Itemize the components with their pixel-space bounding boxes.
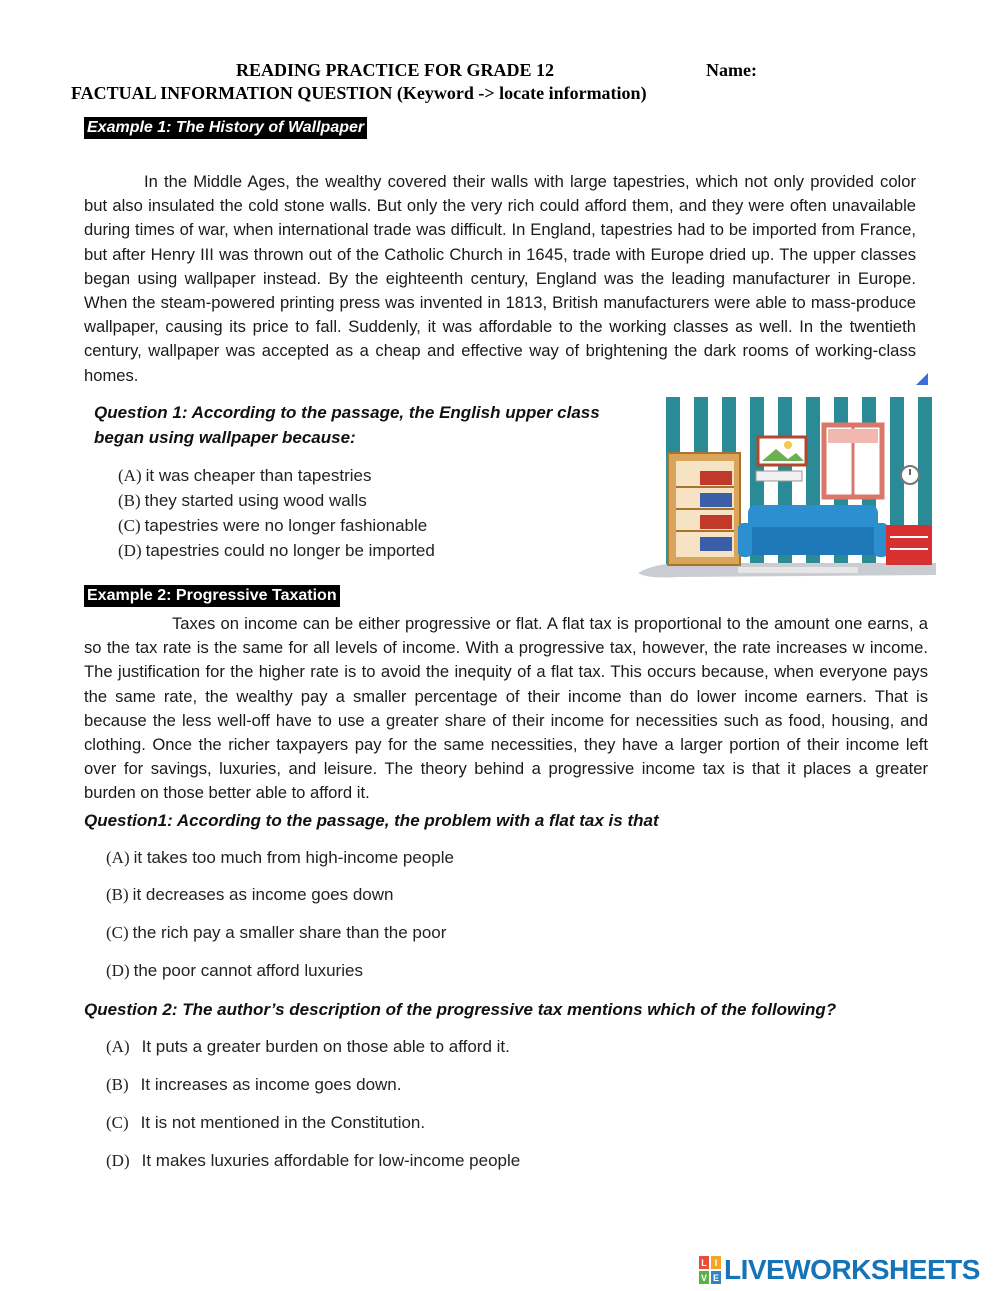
liveworksheets-logo-icon — [698, 1255, 722, 1285]
name-label: Name: — [706, 60, 757, 80]
option-text: it decreases as income goes down — [132, 885, 394, 904]
option-letter: (D) — [106, 1151, 130, 1170]
example2-banner: Example 2: Progressive Taxation — [84, 585, 340, 607]
option-text: It is not mentioned in the Constitution. — [140, 1113, 426, 1132]
logo-letter: V — [700, 1273, 708, 1283]
option-text: tapestries were no longer fashionable — [144, 516, 428, 535]
option-text: it was cheaper than tapestries — [145, 466, 372, 485]
example2-q1-option-b[interactable] — [106, 885, 393, 905]
worksheet-title: READING PRACTICE FOR GRADE 12 — [236, 60, 555, 80]
example2-passage-text: Taxes on income can be either progressive or flat. A flat tax is proportional to the amount one earns, a so the tax rate is the same for all levels of income. With a progressive tax, however, the rate increases w income. The justification for the higher rate is to avoid the inequity of a flat tax. This occurs because, when everyone pays the same rate, the wealthy pay a smaller percentage of their income than do lower income earners. That is because the less well-off have to use a greater share of their income for necessities such as food, housing, and clothing. Once the richer taxpayers pay for the same necessities, they have a larger portion of their income left over for savings, luxuries, and leisure. The theory behind a progressive income tax is that it places a greater burden on those better able to afford it. — [84, 614, 928, 803]
option-letter: (B) — [118, 491, 141, 510]
example1-banner: Example 1: The History of Wallpaper — [84, 117, 367, 139]
option-letter: (B) — [106, 885, 129, 904]
option-text: It increases as income goes down. — [140, 1075, 402, 1094]
option-text: they started using wood walls — [144, 491, 367, 510]
option-letter: (C) — [106, 1113, 129, 1132]
option-letter: (A) — [106, 848, 130, 867]
option-letter: (C) — [118, 516, 141, 535]
option-text: It makes luxuries affordable for low-income people — [141, 1151, 521, 1170]
option-text: It puts a greater burden on those able to afford it. — [141, 1037, 510, 1056]
liveworksheets-brand-text: LIVEWORKSHEETS — [724, 1254, 980, 1285]
example1-option-b[interactable] — [118, 491, 367, 511]
example1-question — [94, 400, 600, 450]
example1-option-d[interactable] — [118, 541, 435, 561]
example2-q1-option-a[interactable] — [106, 848, 454, 868]
example2-q2-option-a[interactable] — [106, 1037, 510, 1057]
example1-passage — [84, 170, 916, 388]
example2-q2-option-b[interactable] — [106, 1075, 401, 1095]
example2-q2-option-c[interactable] — [106, 1113, 425, 1133]
option-letter: (A) — [106, 1037, 130, 1056]
living-room-illustration — [638, 395, 936, 585]
logo-letter: I — [714, 1258, 718, 1268]
example1-option-c[interactable] — [118, 516, 427, 536]
example1-option-a[interactable] — [118, 466, 371, 486]
corner-marker-icon — [916, 373, 928, 385]
logo-letter: L — [701, 1258, 707, 1268]
worksheet-subtitle: FACTUAL INFORMATION QUESTION (Keyword -> locate information) — [71, 83, 647, 103]
option-text: it takes too much from high-income people — [133, 848, 454, 867]
example2-q2-option-d[interactable] — [106, 1151, 520, 1171]
option-text: tapestries could no longer be imported — [145, 541, 435, 560]
example2-q1-option-c[interactable] — [106, 923, 446, 943]
example1-passage-text: In the Middle Ages, the wealthy covered their walls with large tapestries, which not only provided color but also insulated the cold stone walls. But only the very rich could afford them, and they were often unavailable during times of war, when international trade was difficult. In England, tapestries had to be imported from France, but after Henry III was thrown out of the Catholic Church in 1645, trade with Europe dried up. The upper classes began using wallpaper instead. By the eighteenth century, England was the leading manufacturer in Europe. When the steam-powered printing press was invented in 1813, British manufacturers were able to mass-produce wallpaper, causing its price to fall. Suddenly, it was affordable to the working classes as well. In the twentieth century, wallpaper was accepted as a cheap and effective way of brightening the dark rooms of working-class homes. — [84, 172, 916, 385]
example2-q1-option-d[interactable] — [106, 961, 363, 981]
option-letter: (B) — [106, 1075, 129, 1094]
option-letter: (D) — [106, 961, 130, 980]
example2-question2: Question 2: The author’s description of the progressive tax mentions which of the following? — [84, 1000, 837, 1019]
example1-question-line2: began using wallpaper because: — [94, 428, 356, 447]
example1-question-line1: Question 1: According to the passage, the English upper class — [94, 403, 600, 422]
option-text: the poor cannot afford luxuries — [133, 961, 363, 980]
example2-passage — [84, 612, 928, 806]
logo-letter: E — [712, 1273, 720, 1283]
example2-question1: Question1: According to the passage, the problem with a flat tax is that — [84, 811, 659, 830]
option-text: the rich pay a smaller share than the poor — [132, 923, 447, 942]
option-letter: (C) — [106, 923, 129, 942]
option-letter: (D) — [118, 541, 142, 560]
liveworksheets-logo[interactable] — [698, 1253, 980, 1287]
option-letter: (A) — [118, 466, 142, 485]
